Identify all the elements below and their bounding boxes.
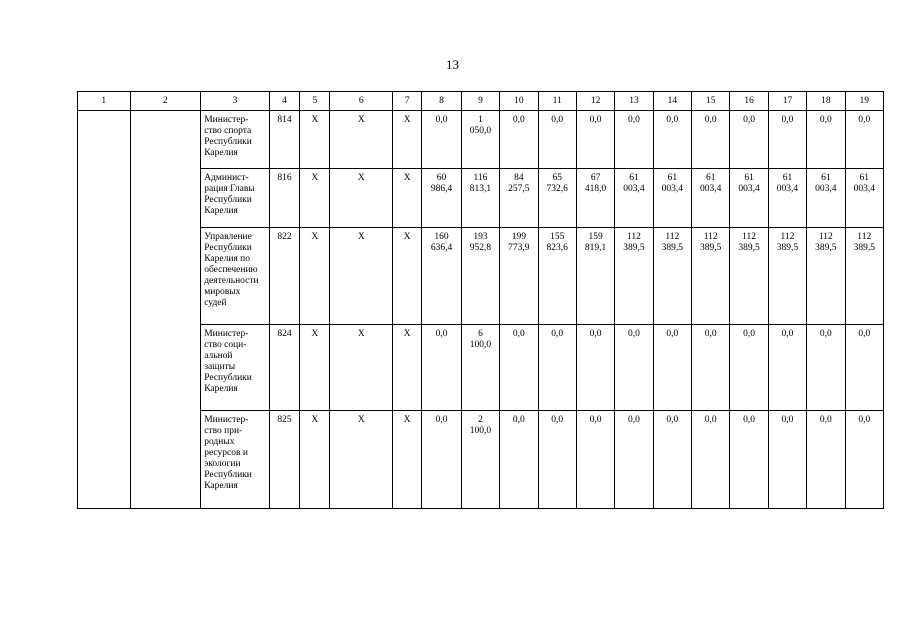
value-cell: 159 819,1 [576,228,614,325]
value-cell: 0,0 [538,111,576,169]
column-header: 7 [393,92,422,111]
code-cell: 825 [269,411,299,509]
value-cell: 0,0 [576,411,614,509]
value-cell: 112 389,5 [807,228,845,325]
value-cell: 0,0 [807,111,845,169]
column-header: 4 [269,92,299,111]
x-cell: Х [393,411,422,509]
x-cell: Х [393,325,422,411]
x-cell: Х [300,411,330,509]
value-cell: 61 003,4 [730,169,768,228]
ministry-name-cell: Министер- ство соци- альной защиты Республики Карелия [201,325,270,411]
value-cell: 112 389,5 [845,228,884,325]
value-cell: 0,0 [653,325,691,411]
column-header: 18 [807,92,845,111]
empty-cell-col1 [78,111,131,509]
value-cell: 61 003,4 [768,169,806,228]
value-cell: 0,0 [538,325,576,411]
x-cell: Х [300,228,330,325]
value-cell: 61 003,4 [845,169,884,228]
value-cell: 0,0 [576,111,614,169]
budget-table [77,91,884,509]
value-cell: 0,0 [422,325,461,411]
x-cell: Х [330,411,393,509]
code-cell: 824 [269,325,299,411]
value-cell: 0,0 [692,111,730,169]
value-cell: 0,0 [807,325,845,411]
value-cell: 155 823,6 [538,228,576,325]
value-cell: 60 986,4 [422,169,461,228]
value-cell: 0,0 [730,325,768,411]
value-cell: 0,0 [500,411,538,509]
column-header: 11 [538,92,576,111]
value-cell: 160 636,4 [422,228,461,325]
column-header: 10 [500,92,538,111]
value-cell: 0,0 [730,411,768,509]
value-cell: 0,0 [615,111,653,169]
value-cell: 61 003,4 [653,169,691,228]
code-cell: 816 [269,169,299,228]
empty-cell-col2 [130,111,201,509]
value-cell: 0,0 [845,325,884,411]
value-cell: 0,0 [845,111,884,169]
value-cell: 0,0 [538,411,576,509]
x-cell: Х [393,228,422,325]
column-header: 2 [130,92,201,111]
column-header: 19 [845,92,884,111]
value-cell: 0,0 [615,411,653,509]
value-cell: 112 389,5 [730,228,768,325]
table-header-row [78,92,884,111]
value-cell: 65 732,6 [538,169,576,228]
ministry-name-cell: Админист- рация Главы Республики Карелия [201,169,270,228]
ministry-name-cell: Министер- ство при- родных ресурсов и экологии Республики Карелия [201,411,270,509]
value-cell: 0,0 [845,411,884,509]
value-cell: 112 389,5 [615,228,653,325]
value-cell: 1 050,0 [461,111,499,169]
value-cell: 0,0 [692,411,730,509]
value-cell: 0,0 [768,325,806,411]
x-cell: Х [300,111,330,169]
column-header: 17 [768,92,806,111]
x-cell: Х [330,228,393,325]
value-cell: 61 003,4 [692,169,730,228]
value-cell: 67 418,0 [576,169,614,228]
column-header: 3 [201,92,270,111]
value-cell: 193 952,8 [461,228,499,325]
ministry-name-cell: Министер- ство спорта Республики Карелия [201,111,270,169]
column-header: 5 [300,92,330,111]
value-cell: 2 100,0 [461,411,499,509]
value-cell: 116 813,1 [461,169,499,228]
value-cell: 0,0 [768,411,806,509]
value-cell: 0,0 [692,325,730,411]
x-cell: Х [300,325,330,411]
value-cell: 0,0 [615,325,653,411]
column-header: 8 [422,92,461,111]
value-cell: 199 773,9 [500,228,538,325]
column-header: 15 [692,92,730,111]
column-header: 16 [730,92,768,111]
value-cell: 61 003,4 [615,169,653,228]
value-cell: 0,0 [500,111,538,169]
column-header: 13 [615,92,653,111]
code-cell: 814 [269,111,299,169]
column-header: 14 [653,92,691,111]
value-cell: 112 389,5 [653,228,691,325]
column-header: 1 [78,92,131,111]
x-cell: Х [330,111,393,169]
value-cell: 0,0 [422,411,461,509]
column-header: 12 [576,92,614,111]
value-cell: 112 389,5 [692,228,730,325]
value-cell: 84 257,5 [500,169,538,228]
value-cell: 0,0 [653,411,691,509]
column-header: 6 [330,92,393,111]
x-cell: Х [300,169,330,228]
code-cell: 822 [269,228,299,325]
value-cell: 0,0 [730,111,768,169]
value-cell: 6 100,0 [461,325,499,411]
table-row [78,111,884,169]
x-cell: Х [330,169,393,228]
x-cell: Х [330,325,393,411]
value-cell: 0,0 [653,111,691,169]
value-cell: 0,0 [422,111,461,169]
value-cell: 112 389,5 [768,228,806,325]
value-cell: 0,0 [500,325,538,411]
ministry-name-cell: Управление Республики Карелия по обеспечению деятельности мировых судей [201,228,270,325]
value-cell: 0,0 [768,111,806,169]
page-number: 13 [446,57,459,72]
value-cell: 61 003,4 [807,169,845,228]
value-cell: 0,0 [807,411,845,509]
x-cell: Х [393,169,422,228]
value-cell: 0,0 [576,325,614,411]
column-header: 9 [461,92,499,111]
x-cell: Х [393,111,422,169]
